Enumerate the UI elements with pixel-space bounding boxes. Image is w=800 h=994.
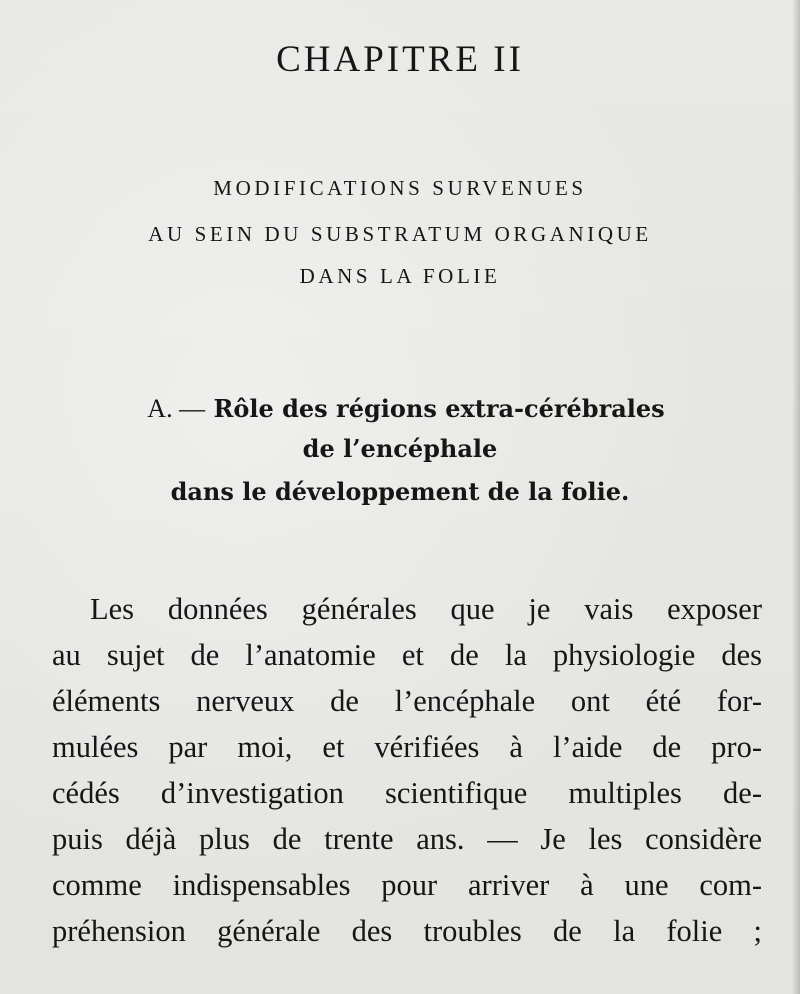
chapter-subtitle-line: DANS LA FOLIE [299, 264, 501, 288]
section-heading-line [6, 394, 800, 424]
paragraph-line: Les données générales que je vais exposer [90, 592, 762, 626]
section-letter: A. — [147, 394, 206, 423]
section-heading-line: de l’encéphale [302, 434, 498, 463]
body-paragraph [52, 586, 762, 954]
chapter-title: CHAPITRE II [276, 39, 524, 80]
section-heading-text: Rôle des régions extra-cérébrales [213, 394, 665, 423]
paragraph-line: mulées par moi, et vérifiées à l’aide de pro- [52, 730, 762, 764]
chapter-subtitle-line: AU SEIN DU SUBSTRATUM ORGANIQUE [148, 222, 652, 246]
chapter-subtitle-line: MODIFICATIONS SURVENUES [213, 176, 587, 200]
section-heading-line: dans le développement de la folie. [170, 477, 630, 506]
paragraph-line: éléments nerveux de l’encéphale ont été for- [52, 684, 762, 718]
paragraph-line: puis déjà plus de trente ans. — Je les considère [52, 822, 762, 856]
paragraph-line: au sujet de l’anatomie et de la physiologie des [52, 638, 762, 672]
paragraph-line: comme indispensables pour arriver à une com- [52, 868, 762, 902]
paragraph-line: préhension générale des troubles de la folie ; [52, 914, 762, 948]
paragraph-line: cédés d’investigation scientifique multiples de- [52, 776, 762, 810]
